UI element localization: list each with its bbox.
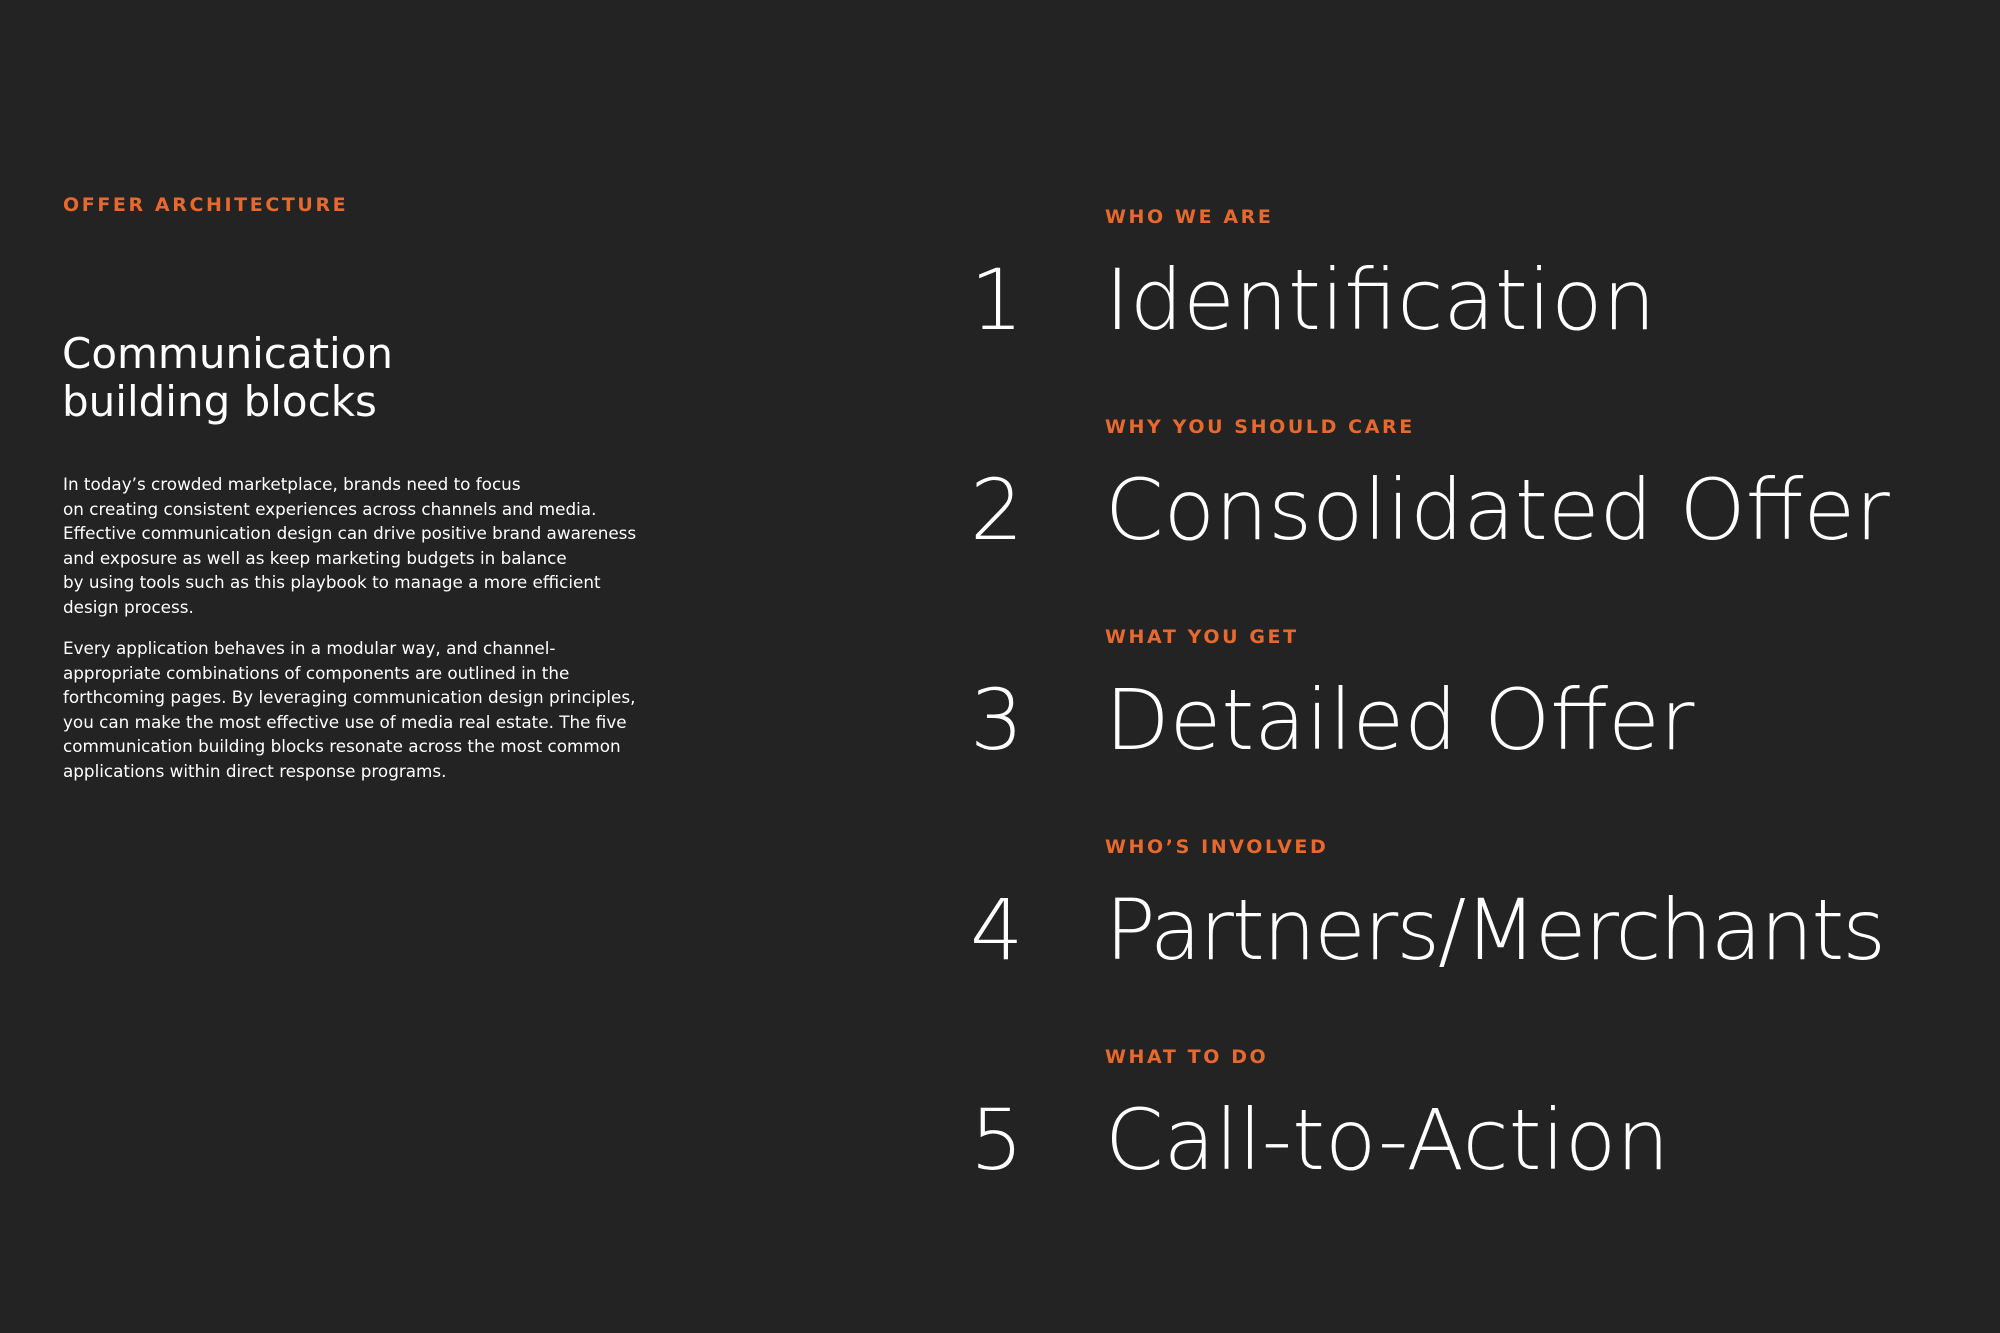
body-line: appropriate combinations of components are outlined in the xyxy=(63,662,570,683)
building-block-3 xyxy=(970,626,1980,786)
body-line: communication building blocks resonate across the most common xyxy=(63,736,621,756)
block-eyebrow: WHY YOU SHOULD CARE xyxy=(1105,416,1415,438)
body-line: design process. xyxy=(63,596,194,617)
body-line: and exposure as well as keep marketing budgets in balance xyxy=(63,547,567,568)
page-title-line-1: Communication xyxy=(62,329,394,378)
block-title: Identification xyxy=(1105,251,1656,349)
block-title: Partners/Merchants xyxy=(1105,881,1885,979)
body-paragraph-2 xyxy=(63,636,783,783)
body-paragraph-1 xyxy=(63,472,783,619)
body-line: by using tools such as this playbook to manage a more efficient xyxy=(63,572,601,592)
section-label: OFFER ARCHITECTURE xyxy=(63,194,349,216)
page-title xyxy=(62,330,762,426)
building-block-5 xyxy=(970,1046,1980,1206)
body-line: In today’s crowded marketplace, brands need to focus xyxy=(63,474,521,494)
block-title: Detailed Offer xyxy=(1105,671,1695,769)
body-copy xyxy=(63,472,783,800)
building-block-1 xyxy=(970,206,1980,366)
body-line: Every application behaves in a modular way, and channel- xyxy=(63,638,556,658)
body-line: forthcoming pages. By leveraging communication design principles, xyxy=(63,687,636,707)
block-title: Call-to-Action xyxy=(1105,1091,1670,1189)
block-title: Consolidated Offer xyxy=(1105,461,1890,559)
building-block-4 xyxy=(970,836,1980,996)
block-number: 3 xyxy=(970,671,1024,769)
block-number: 5 xyxy=(970,1091,1024,1189)
page-title-line-2: building blocks xyxy=(62,377,377,426)
body-line: Effective communication design can drive positive brand awareness xyxy=(63,523,637,543)
block-eyebrow: WHO WE ARE xyxy=(1105,206,1274,228)
block-number: 2 xyxy=(970,461,1024,559)
block-eyebrow: WHAT TO DO xyxy=(1105,1046,1269,1068)
block-eyebrow: WHO’S INVOLVED xyxy=(1105,836,1329,858)
building-block-2 xyxy=(970,416,1980,576)
block-number: 4 xyxy=(970,881,1024,979)
block-number: 1 xyxy=(970,251,1024,349)
body-line: you can make the most effective use of media real estate. The five xyxy=(63,711,627,732)
block-eyebrow: WHAT YOU GET xyxy=(1105,626,1299,648)
body-line: applications within direct response programs. xyxy=(63,760,447,781)
body-line: on creating consistent experiences across channels and media. xyxy=(63,498,597,519)
